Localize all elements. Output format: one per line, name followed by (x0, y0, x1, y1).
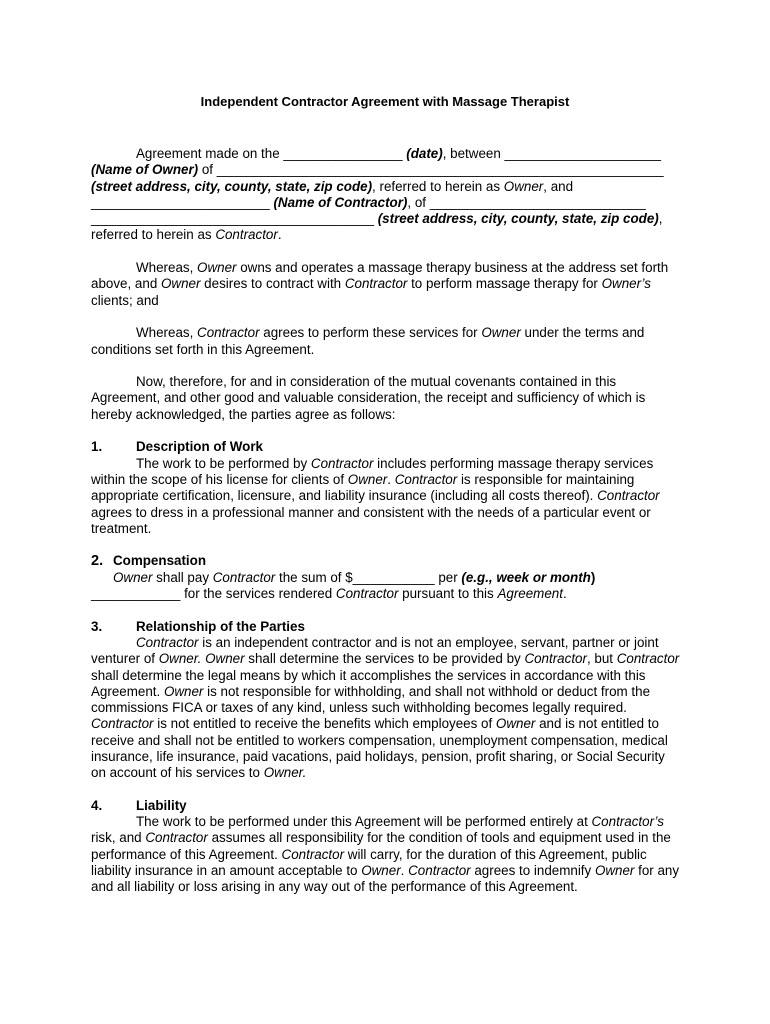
section-title: Description of Work (136, 439, 263, 455)
contractor-term: Contractor (145, 830, 208, 846)
text: will carry, for the duration of this Agreement, public liability insurance in an amount acceptable to (91, 846, 647, 879)
contractor-term: Contractor (616, 651, 680, 667)
owner-term: Owner (197, 260, 237, 276)
contractor-term: Contractor (215, 227, 278, 243)
text: and is not entitled to receive and shall not be entitled to workers compensation, unemployment compensation, medical insurance, life insurance, paid vacations, paid holidays, pension, profit sharing, or Social Security on account of his services to (91, 716, 668, 781)
intro-text: . (277, 227, 282, 243)
text: shall pay (152, 569, 213, 585)
section-text (91, 586, 681, 602)
contractor-term: Contractor (597, 488, 660, 504)
text: for any and all liability or loss arising in any way out of the performance of this Agreement. (91, 863, 680, 895)
agreement-term: Agreement (497, 586, 563, 602)
text: includes performing massage therapy services within the scope of his license for clients of (91, 455, 654, 487)
owner-term: Owner (594, 863, 635, 879)
text: The work to be performed by (136, 455, 311, 471)
contractor-term: Contractor (91, 716, 154, 732)
period-label: (e.g., week or month (461, 569, 591, 585)
section-number: 3. (91, 618, 103, 634)
section-compensation (91, 553, 681, 602)
section-number: 4. (91, 797, 103, 813)
text: agrees to indemnify (470, 863, 595, 879)
intro-text: Agreement made on the ________________ (136, 146, 407, 161)
section-text (91, 570, 681, 586)
section-heading (91, 798, 681, 814)
text: Whereas, (136, 260, 198, 276)
text: ) (590, 569, 596, 585)
contractor-term: Contractor (344, 276, 408, 292)
section-description-of-work (91, 439, 681, 537)
section-text (91, 635, 681, 782)
owner-term: Owner (161, 276, 201, 292)
section-text (91, 456, 681, 537)
text: shall determine the legal means by which it accomplishes the services in accordance with this Agreement. (91, 667, 646, 699)
owner-term: Owner. (263, 765, 307, 781)
date-label: (date) (406, 146, 443, 161)
text: the sum of $___________ per (275, 569, 462, 585)
section-heading (91, 553, 681, 569)
text: . (562, 586, 567, 602)
section-text (91, 814, 681, 895)
whereas-paragraph-2 (91, 325, 681, 358)
text: is not responsible for withholding, and shall not withhold or deduct from the commissions FICA or taxes of any kind, unless such withholding becomes legally required. (91, 683, 651, 716)
text: agrees to perform these services for (259, 325, 482, 341)
section-number: 2. (91, 553, 104, 570)
contractor-term: Contractor (212, 569, 276, 585)
intro-text: , between _____________________ (442, 146, 661, 161)
owner-address-label: (street address, city, county, state, zip code) (91, 178, 373, 194)
text: pursuant to this (398, 586, 498, 602)
document-body (91, 146, 681, 912)
owner-term: Owner. Owner (158, 651, 245, 667)
section-title: Liability (136, 797, 187, 813)
contractor-term: Contractor (394, 471, 458, 487)
text: is responsible for maintaining appropriate certification, licensure, and liability insurance (including all costs thereof). (91, 471, 635, 504)
section-liability (91, 798, 681, 896)
contractor-term: Contractor (335, 586, 399, 602)
text: ____________ for the services rendered (91, 586, 336, 602)
text: clients; and (91, 292, 159, 308)
intro-text: , of _____________________________ ______________________________________ (91, 194, 646, 227)
section-title: Compensation (113, 553, 206, 569)
contractor-term: Contractor (310, 455, 374, 471)
intro-text: , and ________________________ (91, 178, 574, 210)
text: assumes all responsibility for the condition of tools and equipment used in the performance of this Agreement. (91, 830, 671, 862)
contractor-term: Contractor (281, 846, 345, 862)
intro-text: , referred to herein as (372, 178, 504, 194)
text: risk, and (91, 830, 146, 846)
section-title: Relationship of the Parties (136, 618, 305, 634)
section-heading (91, 619, 681, 635)
text: The work to be performed under this Agreement will be performed entirely at (136, 814, 592, 830)
owner-term: Owner (495, 716, 536, 732)
text: , but (586, 651, 617, 667)
text: owns and operates a massage therapy business at the address set forth above, and (91, 260, 669, 292)
document-title: Independent Contractor Agreement with Massage Therapist (200, 94, 570, 109)
text: . (400, 863, 409, 879)
whereas-paragraph-1 (91, 260, 681, 309)
text: to perform massage therapy for (407, 276, 602, 292)
intro-paragraph (91, 146, 681, 244)
section-number: 1. (91, 439, 103, 455)
contractor-address-label: (street address, city, county, state, zip code) (377, 211, 659, 227)
text: agrees to dress in a professional manner and consistent with the needs of a particular event or treatment. (91, 504, 651, 536)
contractor-term: Contractor (524, 651, 587, 667)
owner-name-label: (Name of Owner) (91, 162, 199, 178)
contractor-term: Contractor (136, 634, 199, 650)
owner-term: Owner (113, 569, 153, 585)
section-heading (91, 439, 681, 455)
intro-text: , referred to herein as (91, 211, 663, 243)
owner-term: Owner’s (601, 276, 651, 292)
text: desires to contract with (200, 276, 345, 292)
text: shall determine the services to be provided by (244, 651, 525, 667)
contractor-term: Contractor (408, 863, 471, 879)
owner-term: Owner (163, 683, 204, 699)
text: is not entitled to receive the benefits which employees of (153, 716, 496, 732)
owner-term: Owner (481, 325, 521, 341)
owner-term: Owner (347, 471, 388, 487)
contractor-name-label: (Name of Contractor) (273, 194, 408, 210)
now-therefore-paragraph: Now, therefore, for and in consideration of the mutual covenants contained in this Agreement, and other good and valuable consideration, the receipt and sufficiency of which is hereby acknowledged, the parties agree as follows: (91, 374, 646, 422)
text: under the terms and conditions set forth in this Agreement. (91, 325, 645, 357)
section-relationship-of-parties (91, 619, 681, 782)
intro-text: of ____________________________________________________________ (198, 162, 664, 178)
owner-term: Owner (503, 178, 544, 194)
contractor-term: Contractor (197, 325, 260, 341)
text: Whereas, (136, 325, 198, 341)
text: . (387, 471, 395, 487)
text: is an independent contractor and is not an employee, servant, partner or joint venturer of (91, 634, 659, 667)
owner-term: Owner (361, 863, 401, 879)
contractor-term: Contractor’s (591, 814, 664, 830)
